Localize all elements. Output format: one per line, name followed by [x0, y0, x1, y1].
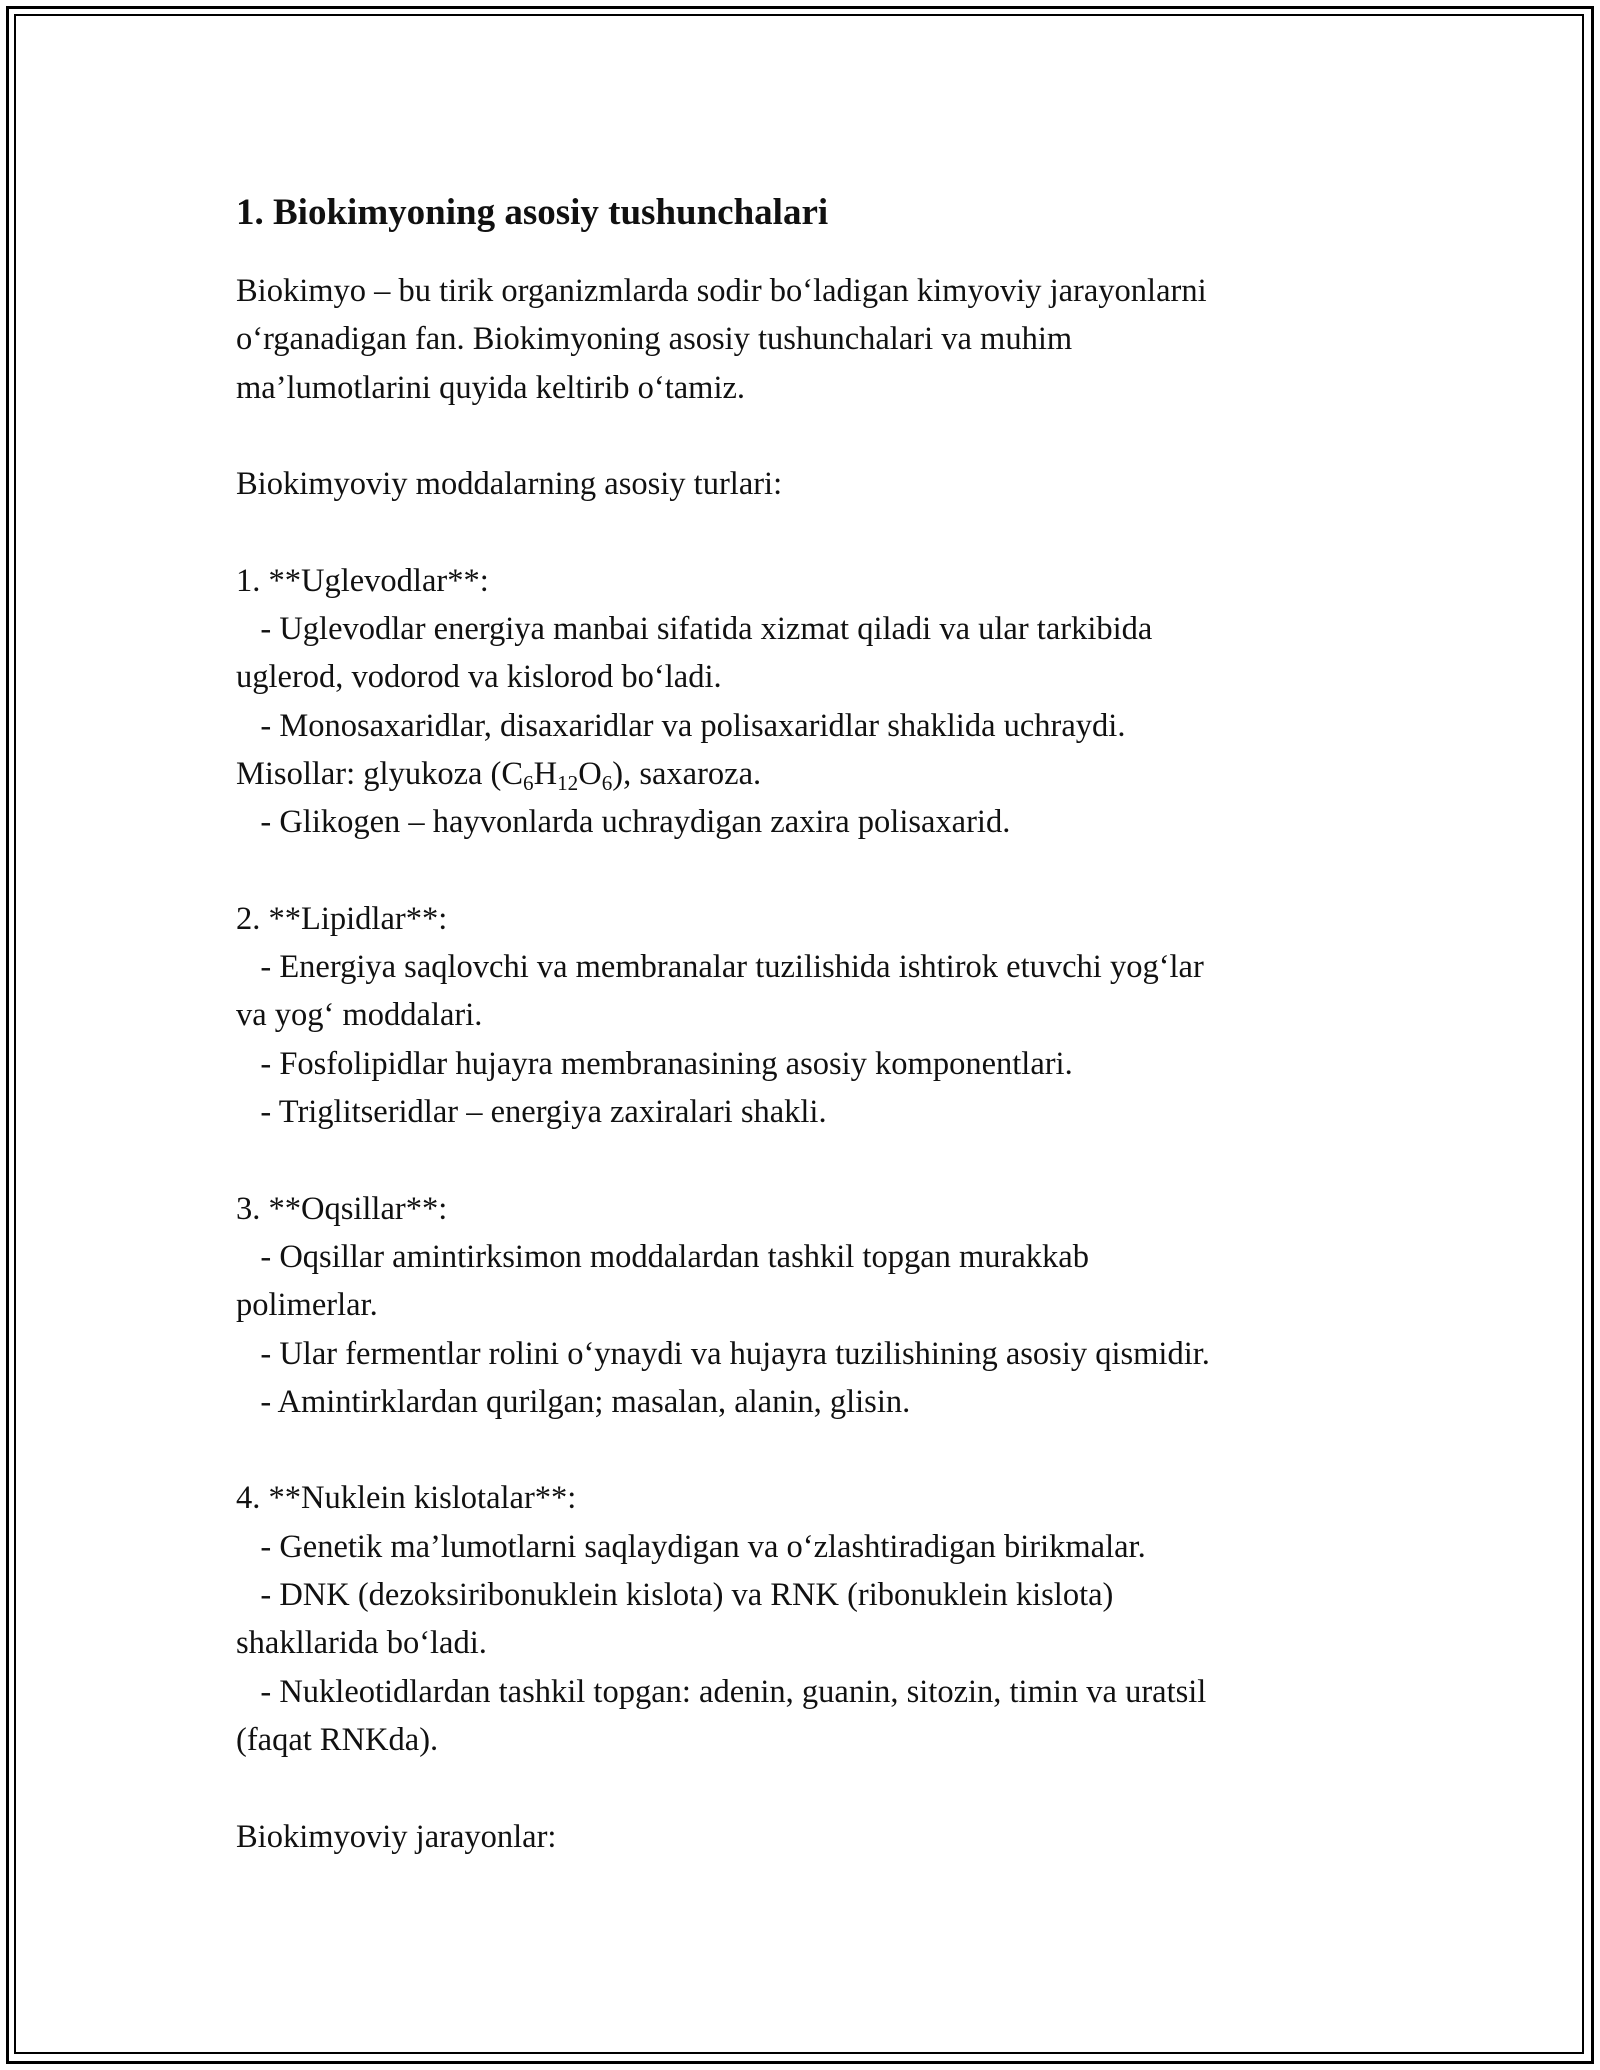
text-line: - Glikogen – hayvonlarda uchraydigan zaxira polisaxarid. [236, 804, 1011, 841]
blank-line [236, 412, 1366, 460]
formula-subscript: 6 [601, 770, 613, 795]
text-line: (faqat RNKda). [236, 1721, 439, 1758]
blank-line [236, 508, 1366, 556]
formula-element: H [533, 755, 558, 792]
blank-line [236, 847, 1366, 895]
text-line: uglerod, vodorod va kislorod bo‘ladi. [236, 659, 722, 696]
list-heading-uglevodlar: 1. **Uglevodlar**: [236, 562, 489, 599]
text-line: - Fosfolipidlar hujayra membranasining asosiy komponentlari. [236, 1045, 1073, 1082]
text-line: - Nukleotidlardan tashkil topgan: adenin, guanin, sitozin, timin va uratsil [236, 1673, 1207, 1710]
document-page [236, 185, 1366, 1861]
blank-line [236, 1426, 1366, 1474]
document-body [236, 267, 1366, 1861]
formula-subscript: 12 [557, 770, 579, 795]
formula-line [236, 750, 1366, 798]
text-line: - Genetik ma’lumotlarni saqlaydigan va o‘zlashtiradigan birikmalar. [236, 1528, 1146, 1565]
formula-prefix: Misollar: glyukoza (C [236, 755, 524, 792]
text-line: o‘rganadigan fan. Biokimyoning asosiy tushunchalari va muhim [236, 321, 1073, 358]
text-line: - DNK (dezoksiribonuklein kislota) va RNK (ribonuklein kislota) [236, 1577, 1114, 1614]
text-line: - Ular fermentlar rolini o‘ynaydi va hujayra tuzilishining asosiy qismidir. [236, 1335, 1210, 1372]
text-line: Biokimyo – bu tirik organizmlarda sodir bo‘ladigan kimyoviy jarayonlarni [236, 273, 1207, 309]
text-line: - Amintirklardan qurilgan; masalan, alanin, glisin. [236, 1383, 911, 1420]
text-line: shakllarida bo‘ladi. [236, 1625, 487, 1662]
text-line: - Oqsillar amintirksimon moddalardan tashkil topgan murakkab [236, 1238, 1089, 1275]
blank-line [236, 1764, 1366, 1812]
text-line: Biokimyoviy moddalarning asosiy turlari: [236, 466, 783, 503]
list-heading-lipidlar: 2. **Lipidlar**: [236, 900, 448, 937]
formula-element: O [578, 755, 602, 792]
list-heading-nuklein-kislotalar: 4. **Nuklein kislotalar**: [236, 1480, 577, 1517]
section-heading: 1. Biokimyoning asosiy tushunchalari [236, 192, 829, 233]
text-line: - Energiya saqlovchi va membranalar tuzilishida ishtirok etuvchi yog‘lar [236, 949, 1204, 986]
formula-subscript: 6 [523, 770, 534, 795]
text-line: polimerlar. [236, 1287, 378, 1324]
formula-suffix: ), saxaroza. [612, 755, 762, 792]
text-line: ma’lumotlarini quyida keltirib o‘tamiz. [236, 369, 746, 406]
text-line: - Uglevodlar energiya manbai sifatida xizmat qiladi va ular tarkibida [236, 611, 1153, 648]
text-line: Biokimyoviy jarayonlar: [236, 1818, 557, 1855]
text-line: - Monosaxaridlar, disaxaridlar va polisaxaridlar shaklida uchraydi. [236, 707, 1126, 744]
blank-line [236, 1136, 1366, 1184]
list-heading-oqsillar: 3. **Oqsillar**: [236, 1190, 448, 1227]
text-line: va yog‘ moddalari. [236, 997, 483, 1034]
text-line: - Triglitseridlar – energiya zaxiralari shakli. [236, 1094, 827, 1131]
